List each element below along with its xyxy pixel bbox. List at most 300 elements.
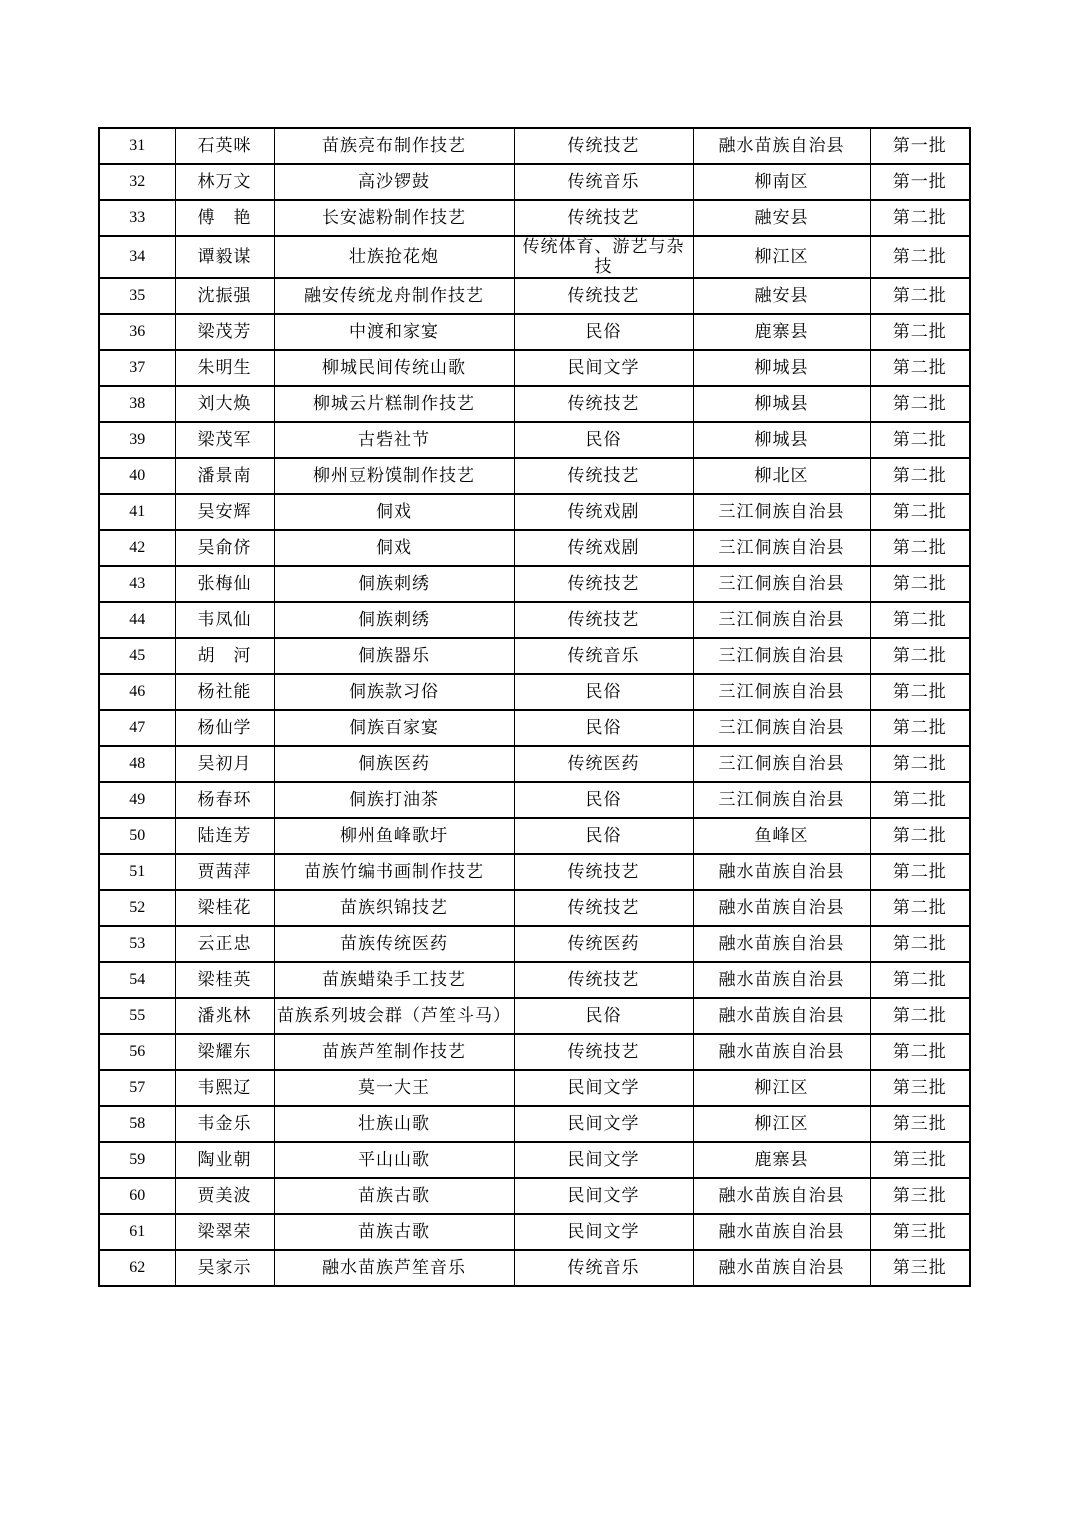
cell-text-name: 刘大焕 [197, 394, 252, 413]
table-row [99, 566, 970, 602]
cell-category [514, 1142, 693, 1178]
cell-batch [870, 1178, 970, 1214]
cell-region [693, 566, 870, 602]
cell-project [274, 530, 514, 566]
cell-category [514, 350, 693, 386]
cell-text-no: 33 [129, 209, 146, 226]
cell-region [693, 926, 870, 962]
cell-text-name: 梁翠荣 [197, 1222, 252, 1241]
cell-name [175, 1070, 274, 1106]
cell-text-project: 柳城云片糕制作技艺 [313, 394, 475, 413]
cell-project [274, 854, 514, 890]
cell-text-region: 融水苗族自治县 [718, 1042, 845, 1061]
cell-text-batch: 第二批 [892, 646, 947, 665]
cell-text-name: 梁茂军 [197, 430, 252, 449]
cell-text-region: 柳江区 [754, 1078, 809, 1097]
cell-text-batch: 第二批 [892, 574, 947, 593]
cell-name [175, 602, 274, 638]
cell-project [274, 638, 514, 674]
cell-category [514, 314, 693, 350]
table-row [99, 200, 970, 236]
cell-category [514, 818, 693, 854]
cell-project [274, 998, 514, 1034]
cell-batch [870, 494, 970, 530]
cell-text-project: 高沙锣鼓 [358, 172, 430, 191]
table-row [99, 638, 970, 674]
cell-project [274, 566, 514, 602]
cell-text-region: 融水苗族自治县 [718, 1186, 845, 1205]
cell-region [693, 890, 870, 926]
table-row [99, 710, 970, 746]
cell-text-region: 融水苗族自治县 [718, 1006, 845, 1025]
table-row [99, 674, 970, 710]
cell-region [693, 1250, 870, 1286]
cell-text-no: 34 [129, 248, 146, 265]
cell-text-no: 45 [129, 647, 146, 664]
cell-name [175, 1106, 274, 1142]
cell-text-category: 传统技艺 [567, 970, 640, 989]
cell-no [99, 926, 175, 962]
cell-text-category: 传统技艺 [567, 208, 640, 227]
table-row [99, 314, 970, 350]
cell-project [274, 746, 514, 782]
cell-text-name: 陶业朝 [197, 1150, 252, 1169]
cell-no [99, 386, 175, 422]
cell-text-name: 朱明生 [197, 358, 252, 377]
cell-name [175, 458, 274, 494]
cell-name [175, 1214, 274, 1250]
table-row [99, 386, 970, 422]
cell-no [99, 602, 175, 638]
table-row [99, 1106, 970, 1142]
cell-text-region: 三江侗族自治县 [718, 610, 845, 629]
cell-region [693, 602, 870, 638]
cell-region [693, 314, 870, 350]
cell-text-no: 43 [129, 575, 146, 592]
cell-name [175, 494, 274, 530]
cell-batch [870, 1250, 970, 1286]
cell-batch [870, 422, 970, 458]
cell-name [175, 746, 274, 782]
cell-no [99, 1070, 175, 1106]
table-row [99, 530, 970, 566]
cell-text-name: 贾美波 [197, 1186, 252, 1205]
cell-text-batch: 第一批 [892, 172, 947, 191]
cell-region [693, 200, 870, 236]
cell-name [175, 818, 274, 854]
cell-no [99, 1250, 175, 1286]
cell-text-category: 传统技艺 [567, 898, 640, 917]
cell-no [99, 674, 175, 710]
cell-text-no: 62 [129, 1259, 146, 1276]
cell-text-name: 吴初月 [197, 754, 252, 773]
cell-batch [870, 566, 970, 602]
cell-project [274, 314, 514, 350]
cell-text-name: 吴安辉 [197, 502, 252, 521]
cell-region [693, 1070, 870, 1106]
cell-name [175, 128, 274, 164]
cell-category [514, 128, 693, 164]
cell-project [274, 278, 514, 314]
cell-text-name: 杨春环 [197, 790, 252, 809]
cell-text-region: 融安县 [754, 208, 809, 227]
cell-text-region: 三江侗族自治县 [718, 574, 845, 593]
cell-text-no: 37 [129, 359, 146, 376]
cell-text-category: 民间文学 [567, 1114, 640, 1133]
cell-region [693, 818, 870, 854]
cell-batch [870, 1142, 970, 1178]
cell-text-category: 民间文学 [567, 358, 640, 377]
cell-text-project: 侗族医药 [358, 754, 430, 773]
table-row [99, 1070, 970, 1106]
table-row [99, 998, 970, 1034]
cell-text-region: 鹿寨县 [754, 322, 809, 341]
cell-name [175, 1034, 274, 1070]
cell-batch [870, 746, 970, 782]
cell-text-category: 传统体育、游艺与杂技 [522, 237, 685, 276]
cell-text-batch: 第三批 [892, 1078, 947, 1097]
cell-text-category: 传统技艺 [567, 574, 640, 593]
cell-text-region: 融水苗族自治县 [718, 1258, 845, 1277]
cell-text-batch: 第二批 [892, 394, 947, 413]
cell-project [274, 386, 514, 422]
cell-batch [870, 164, 970, 200]
cell-batch [870, 278, 970, 314]
cell-project [274, 1178, 514, 1214]
table-row [99, 1214, 970, 1250]
cell-no [99, 782, 175, 818]
cell-category [514, 674, 693, 710]
cell-category [514, 200, 693, 236]
cell-text-batch: 第二批 [892, 358, 947, 377]
cell-text-region: 柳城县 [754, 430, 809, 449]
cell-no [99, 710, 175, 746]
cell-text-project: 侗族器乐 [358, 646, 430, 665]
cell-text-batch: 第二批 [892, 718, 947, 737]
cell-batch [870, 314, 970, 350]
table-row [99, 1142, 970, 1178]
cell-text-no: 49 [129, 791, 146, 808]
cell-text-name: 韦金乐 [197, 1114, 252, 1133]
cell-project [274, 1034, 514, 1070]
cell-text-category: 传统技艺 [567, 394, 640, 413]
cell-batch [870, 1034, 970, 1070]
cell-text-batch: 第二批 [892, 502, 947, 521]
cell-text-no: 50 [129, 827, 146, 844]
cell-text-region: 融水苗族自治县 [718, 934, 845, 953]
cell-text-category: 民俗 [585, 790, 622, 809]
cell-region [693, 422, 870, 458]
cell-text-project: 中渡和家宴 [349, 322, 439, 341]
cell-project [274, 422, 514, 458]
cell-text-batch: 第二批 [892, 934, 947, 953]
cell-no [99, 854, 175, 890]
cell-text-region: 柳北区 [754, 466, 809, 485]
cell-text-category: 传统戏剧 [567, 502, 640, 521]
cell-region [693, 1106, 870, 1142]
cell-text-region: 三江侗族自治县 [718, 682, 845, 701]
cell-no [99, 422, 175, 458]
cell-project [274, 1250, 514, 1286]
cell-text-region: 柳城县 [754, 358, 809, 377]
cell-batch [870, 818, 970, 854]
cell-batch [870, 962, 970, 998]
cell-name [175, 236, 274, 278]
cell-text-category: 传统技艺 [567, 1042, 640, 1061]
cell-category [514, 854, 693, 890]
cell-text-category: 传统医药 [567, 754, 640, 773]
cell-category [514, 1106, 693, 1142]
cell-project [274, 674, 514, 710]
cell-text-category: 民俗 [585, 322, 622, 341]
cell-text-category: 民俗 [585, 826, 622, 845]
cell-category [514, 1034, 693, 1070]
cell-text-project: 侗族百家宴 [349, 718, 439, 737]
cell-text-name: 潘景南 [197, 466, 252, 485]
cell-text-batch: 第二批 [892, 1042, 947, 1061]
cell-batch [870, 674, 970, 710]
cell-text-region: 柳江区 [754, 247, 809, 266]
cell-name [175, 674, 274, 710]
cell-text-region: 三江侗族自治县 [718, 502, 845, 521]
cell-text-no: 46 [129, 683, 146, 700]
cell-text-batch: 第二批 [892, 754, 947, 773]
cell-text-no: 41 [129, 503, 146, 520]
cell-region [693, 746, 870, 782]
table-row [99, 1034, 970, 1070]
cell-batch [870, 926, 970, 962]
cell-text-project: 莫一大王 [358, 1078, 430, 1097]
cell-text-project: 壮族抢花炮 [349, 247, 439, 266]
cell-no [99, 1178, 175, 1214]
cell-text-region: 融水苗族自治县 [718, 1222, 845, 1241]
cell-region [693, 674, 870, 710]
cell-category [514, 458, 693, 494]
cell-name [175, 200, 274, 236]
cell-name [175, 278, 274, 314]
cell-project [274, 890, 514, 926]
table-row [99, 782, 970, 818]
cell-no [99, 746, 175, 782]
cell-text-batch: 第二批 [892, 970, 947, 989]
table-row [99, 962, 970, 998]
cell-text-batch: 第二批 [892, 826, 947, 845]
cell-text-project: 苗族古歌 [358, 1222, 430, 1241]
cell-name [175, 1250, 274, 1286]
cell-no [99, 566, 175, 602]
cell-batch [870, 530, 970, 566]
cell-text-no: 35 [129, 287, 146, 304]
cell-project [274, 926, 514, 962]
cell-text-name: 吴家示 [197, 1258, 252, 1277]
cell-text-project: 柳城民间传统山歌 [322, 358, 466, 377]
cell-text-batch: 第二批 [892, 286, 947, 305]
cell-name [175, 350, 274, 386]
cell-category [514, 236, 693, 278]
cell-text-batch: 第二批 [892, 538, 947, 557]
table-row [99, 818, 970, 854]
cell-text-category: 传统技艺 [567, 466, 640, 485]
cell-text-category: 民间文学 [567, 1078, 640, 1097]
cell-batch [870, 1070, 970, 1106]
cell-no [99, 998, 175, 1034]
cell-name [175, 890, 274, 926]
cell-project [274, 1214, 514, 1250]
cell-text-name: 韦凤仙 [197, 610, 252, 629]
cell-text-batch: 第二批 [892, 430, 947, 449]
cell-text-name: 梁耀东 [197, 1042, 252, 1061]
cell-name [175, 314, 274, 350]
table-row [99, 458, 970, 494]
cell-text-project: 古砦社节 [358, 430, 430, 449]
cell-text-project: 苗族古歌 [358, 1186, 430, 1205]
cell-text-category: 传统技艺 [567, 286, 640, 305]
cell-text-category: 传统音乐 [567, 172, 640, 191]
cell-text-category: 民间文学 [567, 1222, 640, 1241]
cell-category [514, 1250, 693, 1286]
cell-text-project: 苗族传统医药 [340, 934, 448, 953]
cell-name [175, 926, 274, 962]
cell-name [175, 164, 274, 200]
heritage-inheritors-table [98, 127, 971, 1287]
cell-batch [870, 386, 970, 422]
cell-text-no: 38 [129, 395, 146, 412]
cell-text-project: 苗族亮布制作技艺 [322, 136, 466, 155]
cell-region [693, 128, 870, 164]
table-row [99, 494, 970, 530]
cell-batch [870, 1106, 970, 1142]
cell-text-batch: 第三批 [892, 1186, 947, 1205]
cell-text-no: 57 [129, 1079, 146, 1096]
cell-text-region: 融水苗族自治县 [718, 970, 845, 989]
cell-text-name: 杨仙学 [197, 718, 252, 737]
cell-text-batch: 第二批 [892, 247, 947, 266]
cell-category [514, 530, 693, 566]
cell-project [274, 200, 514, 236]
cell-project [274, 128, 514, 164]
cell-region [693, 386, 870, 422]
cell-text-name: 陆连芳 [197, 826, 252, 845]
cell-batch [870, 128, 970, 164]
cell-project [274, 962, 514, 998]
cell-text-no: 44 [129, 611, 146, 628]
cell-category [514, 998, 693, 1034]
cell-text-project: 侗戏 [376, 502, 412, 521]
cell-project [274, 458, 514, 494]
cell-region [693, 1142, 870, 1178]
cell-no [99, 236, 175, 278]
cell-text-project: 融安传统龙舟制作技艺 [304, 286, 484, 305]
cell-region [693, 236, 870, 278]
cell-name [175, 1178, 274, 1214]
cell-category [514, 962, 693, 998]
cell-text-project: 苗族系列坡会群（芦笙斗马） [277, 1006, 511, 1025]
cell-text-project: 苗族蜡染手工技艺 [322, 970, 466, 989]
cell-text-category: 传统技艺 [567, 136, 640, 155]
cell-name [175, 638, 274, 674]
cell-text-project: 侗族刺绣 [358, 610, 430, 629]
cell-text-region: 三江侗族自治县 [718, 538, 845, 557]
cell-text-project: 侗戏 [376, 538, 412, 557]
cell-text-region: 融安县 [754, 286, 809, 305]
cell-text-category: 民俗 [585, 1006, 622, 1025]
cell-batch [870, 890, 970, 926]
cell-text-no: 58 [129, 1115, 146, 1132]
cell-text-region: 三江侗族自治县 [718, 718, 845, 737]
cell-text-category: 传统技艺 [567, 862, 640, 881]
cell-text-name: 梁桂花 [197, 898, 252, 917]
table-row [99, 854, 970, 890]
cell-region [693, 530, 870, 566]
cell-text-project: 柳州鱼峰歌圩 [340, 826, 448, 845]
cell-batch [870, 854, 970, 890]
cell-text-region: 三江侗族自治县 [718, 790, 845, 809]
cell-project [274, 236, 514, 278]
cell-region [693, 458, 870, 494]
cell-no [99, 1106, 175, 1142]
cell-text-category: 民间文学 [567, 1150, 640, 1169]
table-row [99, 1250, 970, 1286]
cell-name [175, 782, 274, 818]
cell-text-project: 苗族芦笙制作技艺 [322, 1042, 466, 1061]
cell-text-name: 梁茂芳 [197, 322, 252, 341]
cell-text-no: 40 [129, 467, 146, 484]
cell-text-name: 谭毅谋 [197, 247, 252, 266]
cell-category [514, 602, 693, 638]
cell-text-project: 侗族款习俗 [349, 682, 439, 701]
cell-region [693, 494, 870, 530]
cell-name [175, 530, 274, 566]
cell-project [274, 602, 514, 638]
cell-text-category: 民俗 [585, 718, 622, 737]
cell-name [175, 1142, 274, 1178]
cell-no [99, 494, 175, 530]
cell-text-name: 潘兆林 [197, 1006, 252, 1025]
cell-category [514, 278, 693, 314]
cell-no [99, 128, 175, 164]
table-row [99, 890, 970, 926]
cell-text-project: 平山山歌 [358, 1150, 430, 1169]
cell-text-batch: 第二批 [892, 610, 947, 629]
cell-no [99, 314, 175, 350]
cell-no [99, 962, 175, 998]
cell-text-project: 柳州豆粉馍制作技艺 [313, 466, 475, 485]
cell-name [175, 386, 274, 422]
cell-batch [870, 638, 970, 674]
table-row [99, 422, 970, 458]
cell-project [274, 164, 514, 200]
cell-text-name: 贾茜萍 [197, 862, 252, 881]
cell-text-no: 39 [129, 431, 146, 448]
cell-text-name: 傅 艳 [197, 208, 252, 227]
cell-region [693, 1034, 870, 1070]
cell-text-no: 55 [129, 1007, 146, 1024]
cell-text-region: 柳南区 [754, 172, 809, 191]
cell-text-category: 传统音乐 [567, 1258, 640, 1277]
table-row [99, 128, 970, 164]
cell-category [514, 566, 693, 602]
cell-text-region: 融水苗族自治县 [718, 862, 845, 881]
cell-project [274, 1070, 514, 1106]
cell-category [514, 494, 693, 530]
cell-project [274, 782, 514, 818]
cell-name [175, 854, 274, 890]
cell-category [514, 1070, 693, 1106]
table-row [99, 926, 970, 962]
cell-text-name: 石英咪 [197, 136, 252, 155]
cell-text-category: 传统医药 [567, 934, 640, 953]
cell-text-no: 42 [129, 539, 146, 556]
